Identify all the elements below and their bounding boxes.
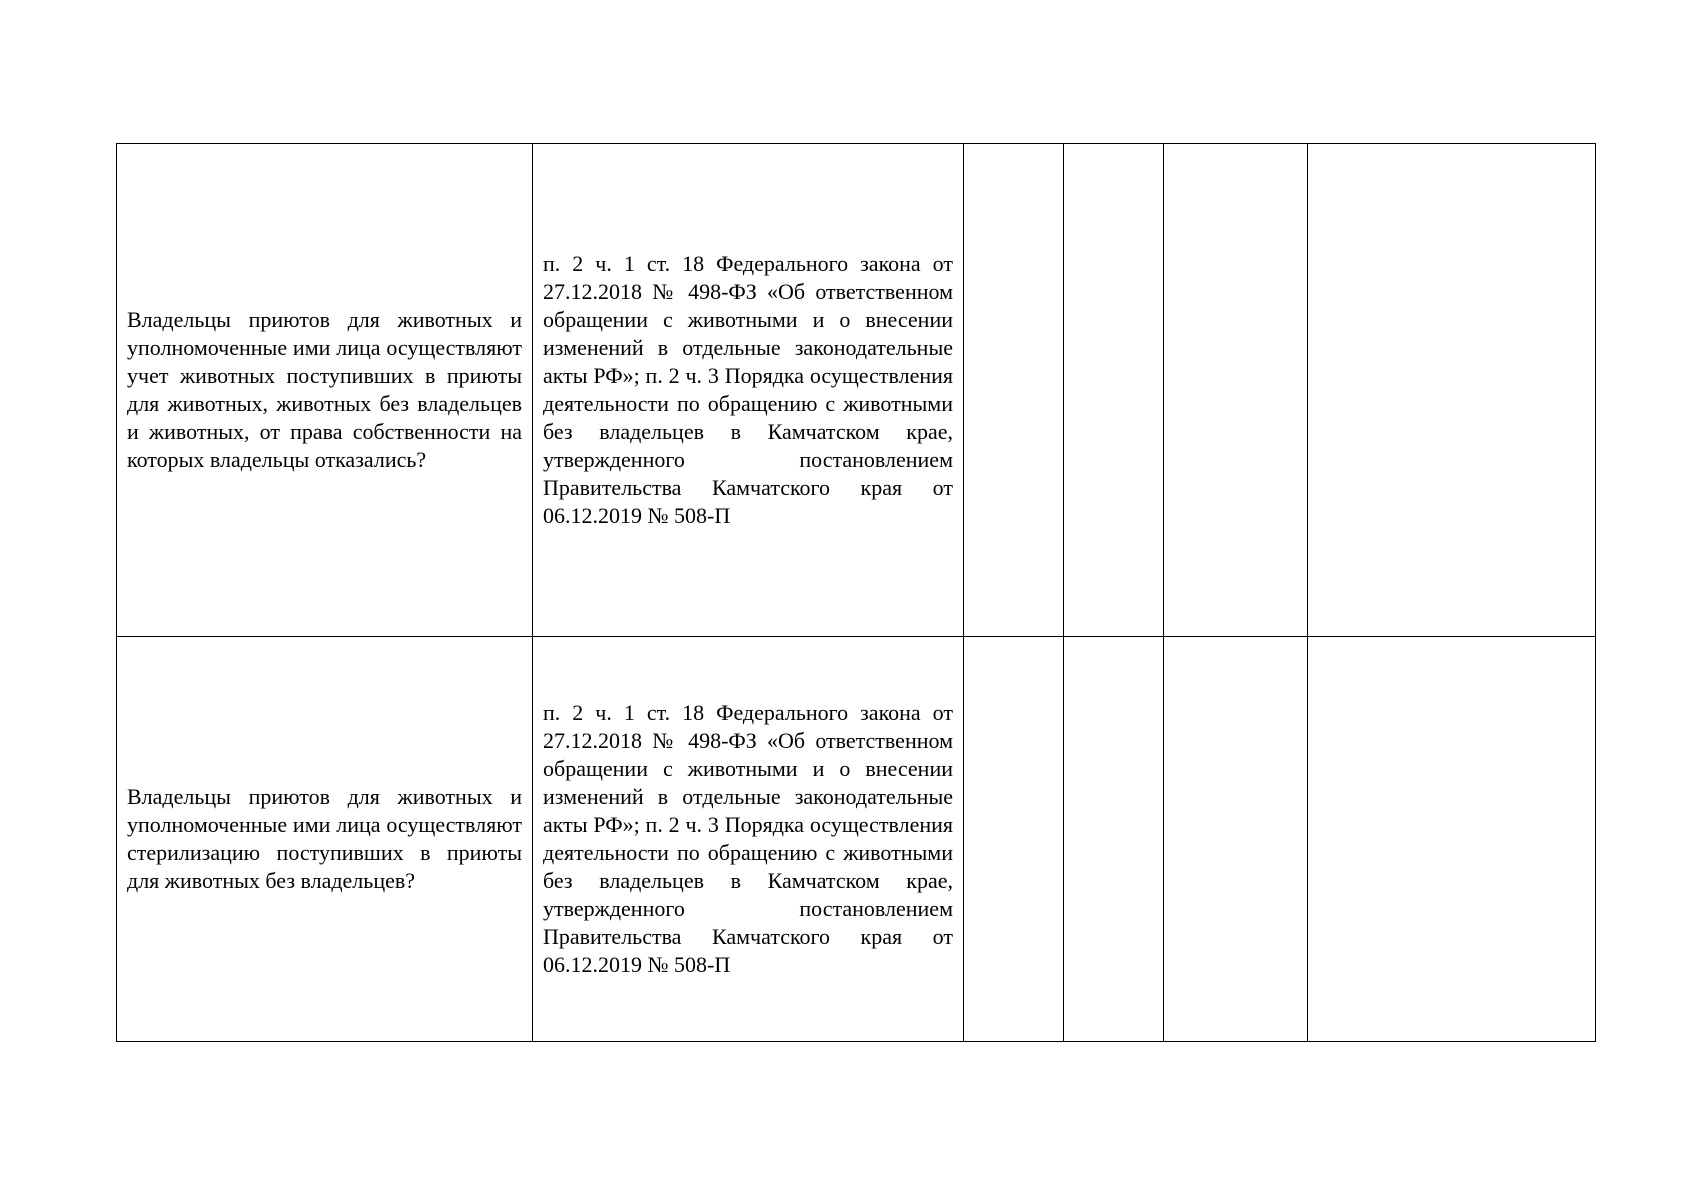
question-text: Владельцы приютов для животных и уполномоченные ими лица осуществляют стерилизацию поступивших в приюты для животных без владельцев?: [127, 784, 522, 893]
answer-na-cell: [1164, 637, 1308, 1042]
legal-reference-text: п. 2 ч. 1 ст. 18 Федерального закона от 27.12.2018 № 498-ФЗ «Об ответственном обращении с животными и о внесении изменений в отдельные законодательные акты РФ»; п. 2 ч. 3 Порядка осуществления деятельности по обращению с животными без владельцев в Камчатском крае, утвержденного постановлением Правительства Камчатского края от 06.12.2019 № 508-П: [543, 700, 953, 977]
answer-no-cell: [1064, 144, 1164, 637]
notes-cell: [1308, 144, 1596, 637]
reference-cell: [533, 637, 964, 1042]
checklist-table: [116, 143, 1596, 1042]
table-row: [117, 144, 1596, 637]
notes-cell: [1308, 637, 1596, 1042]
reference-cell: [533, 144, 964, 637]
legal-reference-text: п. 2 ч. 1 ст. 18 Федерального закона от 27.12.2018 № 498-ФЗ «Об ответственном обращении с животными и о внесении изменений в отдельные законодательные акты РФ»; п. 2 ч. 3 Порядка осуществления деятельности по обращению с животными без владельцев в Камчатском крае, утвержденного постановлением Правительства Камчатского края от 06.12.2019 № 508-П: [543, 251, 953, 528]
table-row: [117, 637, 1596, 1042]
answer-yes-cell: [964, 144, 1064, 637]
answer-na-cell: [1164, 144, 1308, 637]
question-cell: [117, 144, 533, 637]
question-text: Владельцы приютов для животных и уполномоченные ими лица осуществляют учет животных поступивших в приюты для животных, животных без владельцев и животных, от права собственности на которых владельцы отказались?: [127, 307, 522, 472]
question-cell: [117, 637, 533, 1042]
answer-no-cell: [1064, 637, 1164, 1042]
answer-yes-cell: [964, 637, 1064, 1042]
